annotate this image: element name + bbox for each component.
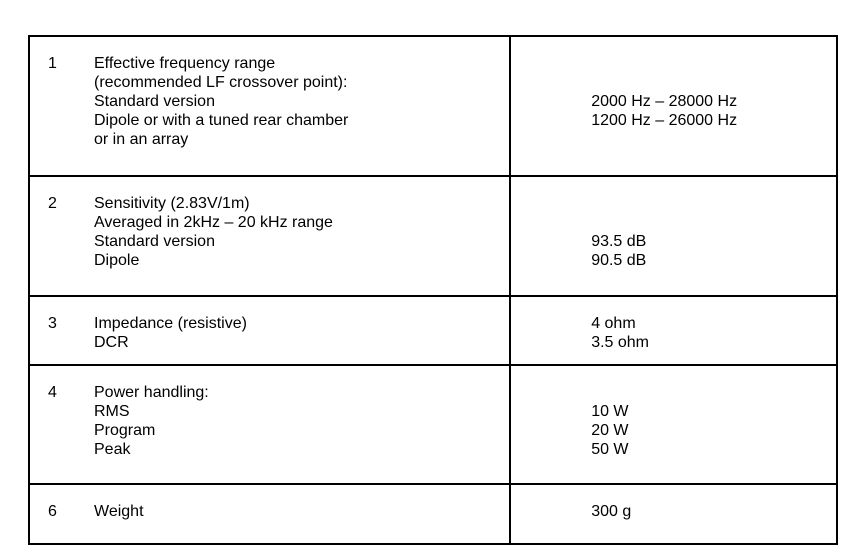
table-row [29, 296, 837, 365]
spec-value-line: 2000 Hz – 28000 Hz [591, 93, 738, 110]
spec-label-line: Standard version [94, 233, 215, 250]
spec-value-line: 10 W [591, 403, 629, 420]
spec-label-line: Dipole [94, 252, 140, 269]
spec-value-line [591, 73, 836, 92]
spec-value-cell [510, 484, 837, 544]
spec-value-line: 3.5 ohm [591, 334, 649, 351]
spec-label-line: Dipole or with a tuned rear chamber [94, 112, 349, 129]
spec-label-line: Weight [94, 503, 144, 520]
spec-value-line: 20 W [591, 422, 629, 439]
spec-label-line: Program [94, 422, 156, 439]
spec-value-line [591, 54, 836, 73]
spec-label-line: Standard version [94, 93, 215, 110]
spec-label-line: Effective frequency range [94, 55, 276, 72]
row-number: 4 [48, 384, 57, 401]
spec-value-line: 1200 Hz – 26000 Hz [591, 112, 738, 129]
row-number: 6 [48, 503, 57, 520]
spec-label-line: Power handling: [94, 384, 209, 401]
spec-value-line [591, 383, 836, 402]
spec-table [28, 35, 838, 545]
spec-value-line: 4 ohm [591, 315, 636, 332]
spec-value-cell [510, 176, 837, 296]
row-number: 3 [48, 315, 57, 332]
spec-value-cell [510, 365, 837, 484]
spec-label-line: Peak [94, 441, 131, 458]
spec-label-line: (recommended LF crossover point): [94, 74, 348, 91]
spec-label-line: RMS [94, 403, 130, 420]
row-number: 1 [48, 55, 57, 72]
spec-label-cell [29, 36, 510, 176]
spec-value-line: 300 g [591, 503, 632, 520]
spec-label-cell [29, 296, 510, 365]
spec-label-cell [29, 176, 510, 296]
table-row [29, 365, 837, 484]
spec-value-line [591, 194, 836, 213]
spec-label-line: Sensitivity (2.83V/1m) [94, 195, 250, 212]
row-number: 2 [48, 195, 57, 212]
spec-value-cell [510, 36, 837, 176]
spec-value-line: 90.5 dB [591, 252, 647, 269]
table-row [29, 176, 837, 296]
spec-label-line: DCR [94, 334, 129, 351]
spec-value-line [591, 213, 836, 232]
spec-value-cell [510, 296, 837, 365]
table-row [29, 36, 837, 176]
spec-label-line: Averaged in 2kHz – 20 kHz range [94, 214, 333, 231]
spec-label-cell [29, 484, 510, 544]
table-row [29, 484, 837, 544]
spec-value-line: 50 W [591, 441, 629, 458]
spec-label-line: or in an array [94, 131, 189, 148]
spec-label-cell [29, 365, 510, 484]
spec-value-line: 93.5 dB [591, 233, 647, 250]
spec-label-line: Impedance (resistive) [94, 315, 247, 332]
